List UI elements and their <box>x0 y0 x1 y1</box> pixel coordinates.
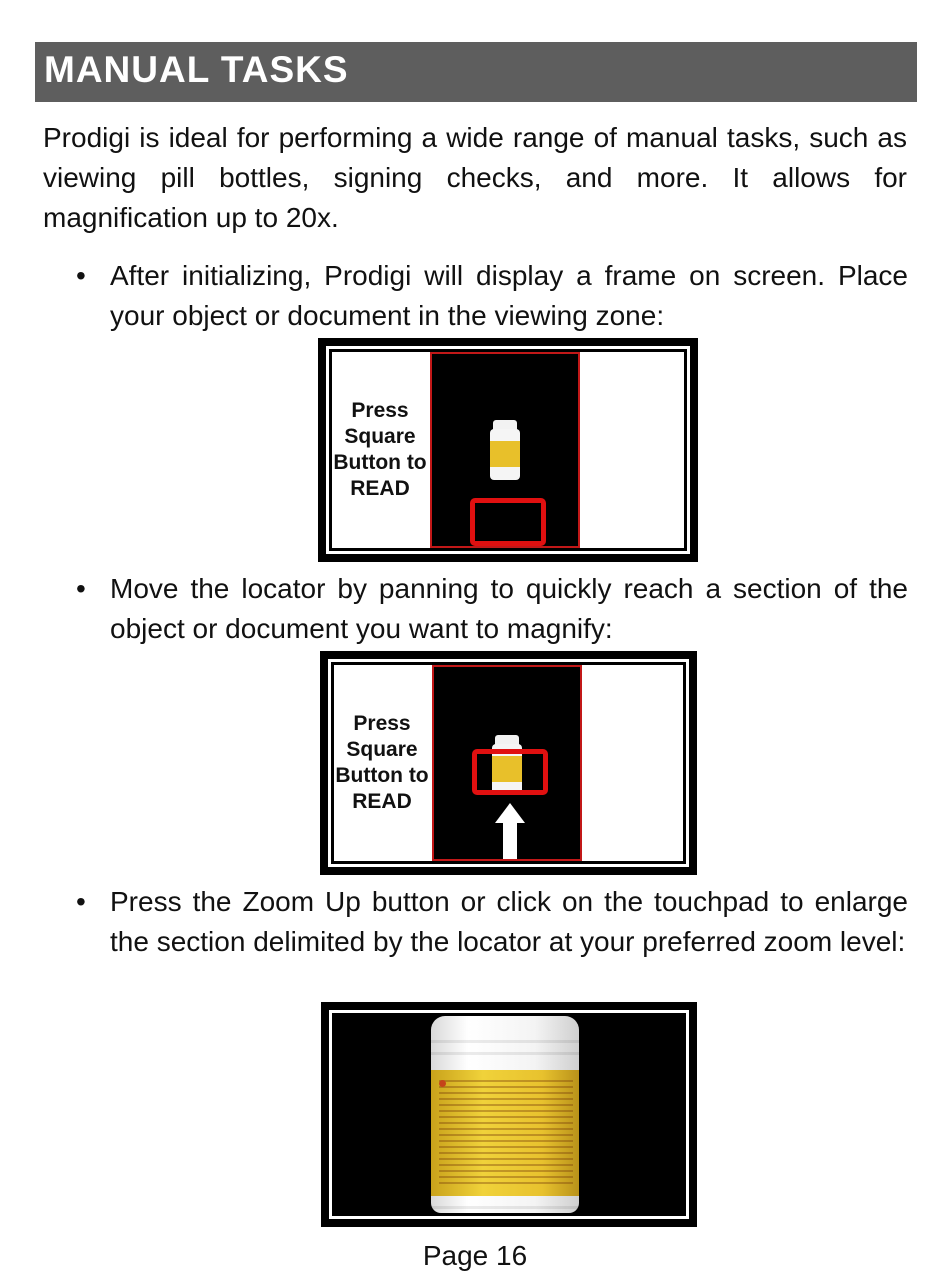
screenshot-initial-frame <box>318 338 698 562</box>
bullet-dot: • <box>76 886 86 917</box>
press-square-instruction: Press Square Button to READ <box>333 399 427 500</box>
locator-box <box>472 749 548 795</box>
screenshot-panning-frame <box>320 651 697 875</box>
up-arrow-icon <box>495 803 525 859</box>
zoomed-pill-bottle-image <box>431 1016 579 1213</box>
viewing-zone <box>432 665 582 861</box>
bottle-label-image <box>431 1070 579 1196</box>
section-header <box>35 42 917 102</box>
section-title: MANUAL TASKS <box>44 49 349 90</box>
bullet-item-1 <box>76 256 908 336</box>
press-square-instruction: Press Square Button to READ <box>335 712 429 813</box>
page-number: Page 16 <box>422 1240 528 1271</box>
bullet-item-3 <box>76 882 908 962</box>
bullet-dot: • <box>76 260 86 291</box>
bullet-text-2: Move the locator by panning to quickly reach a section of the object or document you want to magnify: <box>110 573 908 644</box>
bullet-text-3: Press the Zoom Up button or click on the touchpad to enlarge the section delimited by the locator at your preferred zoom level: <box>110 886 908 957</box>
locator-box <box>470 498 546 546</box>
viewing-zone <box>430 352 580 548</box>
bullet-item-2 <box>76 569 908 649</box>
bullet-text-1: After initializing, Prodigi will display a frame on screen. Place your object or document in the viewing zone: <box>110 260 908 331</box>
bullet-dot: • <box>76 573 86 604</box>
intro-paragraph: Prodigi is ideal for performing a wide range of manual tasks, such as viewing pill bottles, signing checks, and more. It allows for magnification up to 20x. <box>43 122 907 233</box>
pill-bottle-image <box>490 420 520 480</box>
screenshot-zoomed-frame <box>321 1002 697 1227</box>
